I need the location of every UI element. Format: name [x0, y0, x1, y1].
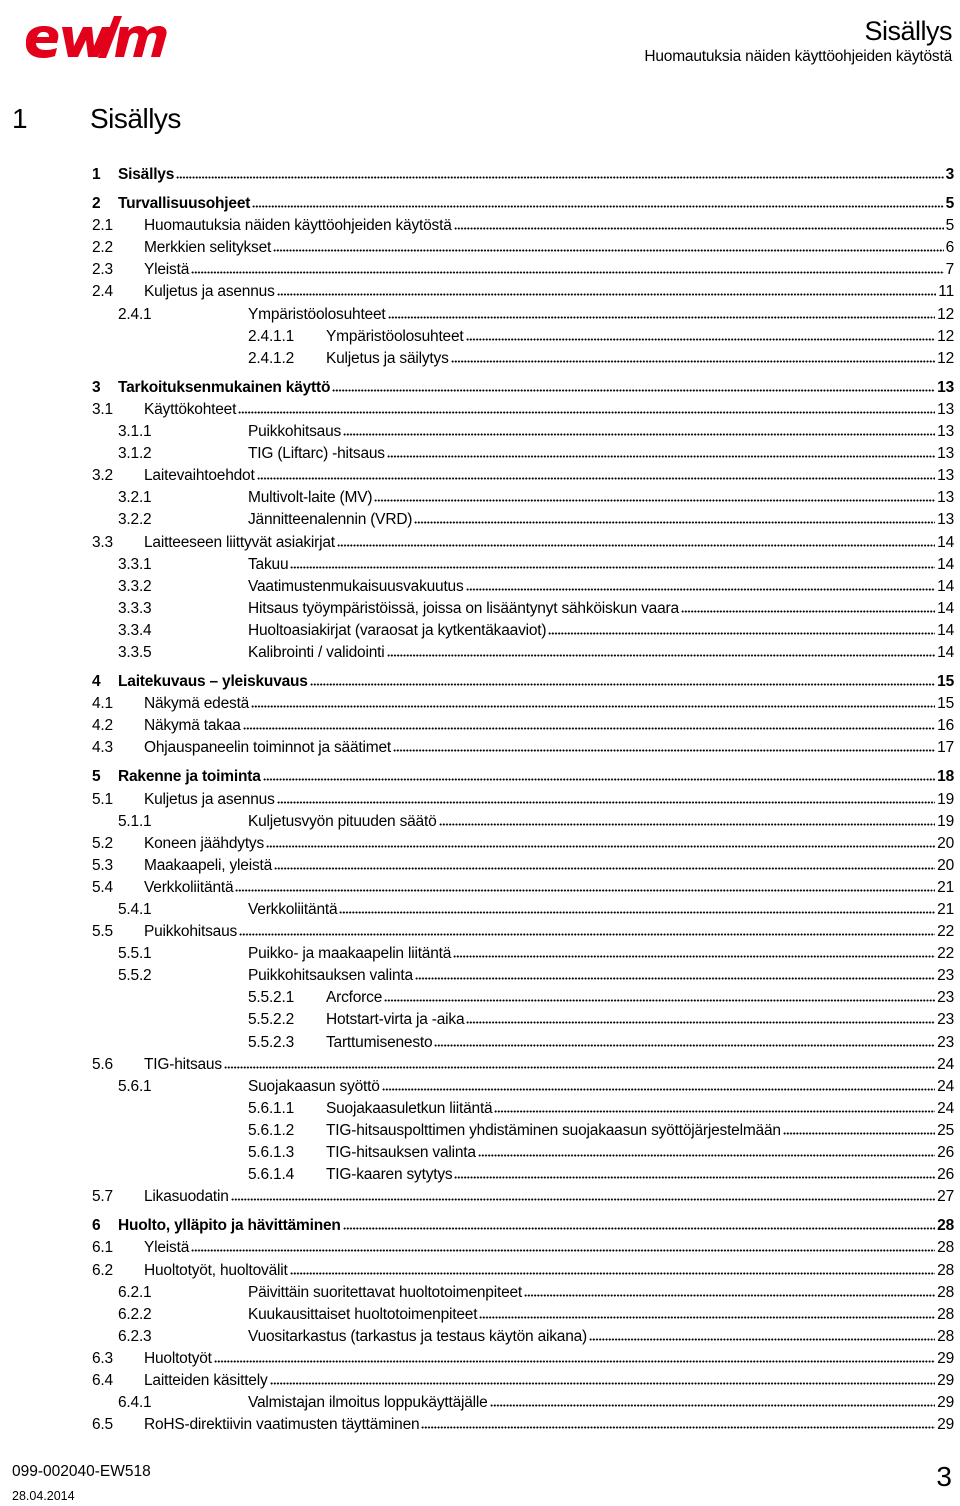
- toc-entry-title: TIG-hitsaus: [144, 1055, 222, 1073]
- toc-entry-number: 5.5: [92, 923, 113, 941]
- toc-entry-page: 13: [937, 445, 954, 463]
- toc-entry-page: 14: [937, 643, 954, 661]
- toc-entry-title: Sisällys: [118, 166, 175, 183]
- table-of-contents: [92, 165, 954, 1437]
- toc-entry-title: TIG (Liftarc) -hitsaus: [248, 445, 385, 463]
- toc-entry-title: Multivolt-laite (MV): [248, 489, 373, 507]
- header-subtitle: Huomautuksia näiden käyttöohjeiden käytöstä: [644, 48, 952, 65]
- toc-entry-number: 5.4.1: [118, 901, 152, 918]
- toc-entry-number: 5.6.1.4: [248, 1166, 295, 1184]
- toc-dot-leader: [490, 1393, 936, 1407]
- toc-entry-page: 29: [937, 1394, 954, 1412]
- toc-entry[interactable]: [92, 165, 954, 187]
- toc-entry[interactable]: [92, 738, 954, 760]
- toc-entry-page: 19: [937, 812, 954, 830]
- toc-entry[interactable]: [92, 1143, 954, 1165]
- toc-entry-title: TIG-hitsauksen valinta: [326, 1144, 476, 1162]
- toc-entry[interactable]: [92, 577, 954, 599]
- toc-entry-page: 12: [937, 349, 954, 367]
- toc-entry-number: 5: [92, 768, 101, 786]
- toc-entry-title: Laitevaihtoehdot: [144, 467, 255, 485]
- toc-entry-page: 20: [937, 834, 954, 852]
- toc-dot-leader: [214, 1349, 935, 1363]
- toc-entry-title: Puikko- ja maakaapelin liitäntä: [248, 945, 452, 963]
- toc-entry[interactable]: [92, 790, 954, 812]
- toc-entry-number: 6.2.2: [118, 1305, 152, 1323]
- toc-entry-number: 5.5.2.1: [248, 989, 295, 1007]
- toc-dot-leader: [176, 165, 943, 179]
- toc-entry-page: 17: [937, 739, 954, 757]
- toc-entry-page: 14: [937, 577, 954, 595]
- toc-entry-number: 6.1: [92, 1239, 113, 1257]
- toc-entry-number: 2.4.1.2: [248, 349, 295, 367]
- footer-page-number: 3: [936, 1461, 952, 1492]
- toc-dot-leader: [235, 878, 935, 892]
- toc-entry-number: 6.2.3: [118, 1327, 152, 1345]
- toc-dot-leader: [290, 555, 935, 569]
- toc-entry-page: 11: [938, 283, 954, 301]
- toc-dot-leader: [548, 621, 935, 635]
- toc-entry-page: 23: [937, 1033, 954, 1051]
- toc-entry-page: 16: [937, 717, 954, 735]
- toc-entry[interactable]: [92, 282, 954, 304]
- toc-entry-number: 5.4: [92, 878, 113, 896]
- toc-dot-leader: [439, 812, 936, 826]
- section-heading: [12, 102, 181, 136]
- toc-entry-page: 7: [945, 261, 954, 279]
- toc-entry-title: Likasuodatin: [144, 1188, 229, 1206]
- toc-entry[interactable]: [92, 878, 954, 900]
- toc-entry-number: 5.5.2.3: [248, 1033, 295, 1051]
- toc-entry-title: Takuu: [248, 555, 289, 573]
- toc-dot-leader: [251, 694, 935, 708]
- toc-entry-number: 5.5.2: [118, 967, 152, 985]
- toc-entry-title: TIG-kaaren sytytys: [326, 1166, 453, 1184]
- toc-entry-number: 3.1.2: [118, 445, 152, 463]
- toc-entry-page: 24: [937, 1077, 954, 1095]
- toc-entry-page: 13: [937, 378, 954, 396]
- toc-entry-number: 4.3: [92, 739, 113, 757]
- toc-entry-title: Maakaapeli, yleistä: [144, 856, 273, 874]
- toc-entry[interactable]: [92, 1077, 954, 1099]
- toc-dot-leader: [239, 922, 935, 936]
- toc-entry[interactable]: [92, 422, 954, 444]
- toc-entry-title: Hotstart-virta ja -aika: [326, 1011, 465, 1029]
- toc-entry-title: Näkymä takaa: [144, 717, 241, 735]
- toc-entry-title: Huomautuksia näiden käyttöohjeiden käytöstä: [144, 217, 452, 235]
- toc-dot-leader: [224, 1055, 935, 1069]
- toc-entry-title: Kuljetus ja säilytys: [326, 349, 449, 367]
- ewm-logo: [22, 12, 168, 60]
- toc-entry-page: 24: [937, 1055, 954, 1073]
- toc-entry[interactable]: [92, 488, 954, 510]
- toc-dot-leader: [387, 444, 935, 458]
- toc-entry[interactable]: [92, 1121, 954, 1143]
- page-header: [644, 16, 952, 67]
- toc-entry[interactable]: [92, 767, 954, 789]
- toc-entry-page: 27: [937, 1188, 954, 1206]
- toc-entry-page: 15: [937, 695, 954, 713]
- toc-entry-page: 19: [937, 790, 954, 808]
- toc-entry-page: 28: [937, 1283, 954, 1301]
- toc-entry-number: 3.2.1: [118, 489, 152, 507]
- toc-entry[interactable]: [92, 1187, 954, 1209]
- toc-dot-leader: [252, 194, 943, 208]
- toc-entry-number: 5.1: [92, 790, 113, 808]
- toc-entry-title: Verkkoliitäntä: [144, 878, 234, 896]
- toc-dot-leader: [454, 216, 944, 230]
- toc-entry-title: Valmistajan ilmoitus loppukäyttäjälle: [248, 1394, 488, 1412]
- toc-entry-title: Käyttökohteet: [144, 400, 237, 418]
- toc-entry-number: 2: [92, 195, 101, 213]
- toc-entry-number: 5.3: [92, 856, 113, 874]
- toc-entry[interactable]: [92, 238, 954, 260]
- toc-entry-page: 12: [937, 305, 954, 323]
- toc-entry[interactable]: [92, 643, 954, 665]
- toc-entry-number: 5.2: [92, 834, 113, 852]
- toc-entry-number: 3: [92, 378, 101, 396]
- footer-left: [12, 1462, 151, 1506]
- toc-entry-title: Kuljetus ja asennus: [144, 283, 275, 301]
- toc-dot-leader: [274, 856, 935, 870]
- toc-dot-leader: [454, 1165, 935, 1179]
- toc-entry-number: 2.3: [92, 261, 113, 279]
- toc-entry-title: Huoltoasiakirjat (varaosat ja kytkentäkaaviot): [248, 621, 547, 639]
- toc-entry[interactable]: [92, 1010, 954, 1032]
- toc-entry-title: Kuljetusvyön pituuden säätö: [248, 812, 437, 830]
- toc-dot-leader: [466, 577, 936, 591]
- toc-entry[interactable]: [92, 1099, 954, 1121]
- toc-entry[interactable]: [92, 1261, 954, 1283]
- toc-entry-number: 3.3.3: [118, 599, 152, 617]
- toc-entry-page: 5: [945, 195, 954, 213]
- toc-entry-page: 22: [937, 923, 954, 941]
- toc-dot-leader: [466, 1010, 935, 1024]
- toc-dot-leader: [339, 900, 935, 914]
- toc-entry-title: Yleistä: [144, 261, 190, 279]
- toc-dot-leader: [238, 400, 935, 414]
- toc-entry[interactable]: [92, 216, 954, 238]
- toc-dot-leader: [524, 1283, 935, 1297]
- toc-dot-leader: [266, 834, 935, 848]
- toc-dot-leader: [277, 282, 937, 296]
- toc-entry[interactable]: [92, 1393, 954, 1415]
- toc-dot-leader: [387, 643, 936, 657]
- toc-dot-leader: [374, 488, 935, 502]
- toc-entry-title: Laitteeseen liittyvät asiakirjat: [144, 533, 335, 551]
- toc-entry-page: 23: [937, 989, 954, 1007]
- toc-entry-title: TIG-hitsauspolttimen yhdistäminen suojakaasun syöttöjärjestelmään: [326, 1121, 781, 1139]
- toc-dot-leader: [273, 238, 943, 252]
- toc-entry-number: 5.6: [92, 1055, 113, 1073]
- toc-entry-number: 3.1.1: [118, 423, 152, 441]
- toc-entry[interactable]: [92, 834, 954, 856]
- toc-dot-leader: [466, 327, 936, 341]
- toc-entry-title: Verkkoliitäntä: [248, 901, 338, 918]
- toc-entry-number: 5.6.1: [118, 1077, 152, 1095]
- toc-entry-title: Suojakaasun syöttö: [248, 1077, 380, 1095]
- toc-entry-number: 2.1: [92, 217, 113, 235]
- toc-entry-page: 6: [945, 239, 954, 257]
- toc-entry-number: 3.2.2: [118, 511, 152, 529]
- toc-dot-leader: [191, 260, 943, 274]
- toc-entry[interactable]: [92, 1415, 954, 1437]
- toc-entry[interactable]: [92, 621, 954, 643]
- footer-doc-number: 099-002040-EW518: [12, 1463, 151, 1480]
- toc-entry[interactable]: [92, 599, 954, 621]
- toc-dot-leader: [270, 1371, 936, 1385]
- toc-entry-page: 28: [937, 1217, 954, 1235]
- footer-date: 28.04.2014: [12, 1489, 75, 1503]
- toc-entry-page: 13: [937, 489, 954, 507]
- toc-entry-page: 28: [937, 1261, 954, 1279]
- toc-entry-title: Kuukausittaiset huoltotoimenpiteet: [248, 1305, 478, 1323]
- toc-entry-title: Laitekuvaus – yleiskuvaus: [118, 673, 308, 691]
- toc-dot-leader: [415, 966, 935, 980]
- toc-entry-page: 28: [937, 1327, 954, 1345]
- toc-entry-number: 6.5: [92, 1416, 113, 1434]
- toc-entry-page: 25: [937, 1121, 954, 1139]
- toc-entry[interactable]: [92, 694, 954, 716]
- toc-entry[interactable]: [92, 1349, 954, 1371]
- toc-dot-leader: [382, 1077, 935, 1091]
- toc-entry-title: Ohjauspaneelin toiminnot ja säätimet: [144, 739, 391, 757]
- toc-dot-leader: [681, 599, 935, 613]
- toc-dot-leader: [453, 944, 935, 958]
- toc-entry-number: 3.3.5: [118, 643, 152, 661]
- toc-entry-page: 14: [937, 533, 954, 551]
- toc-entry[interactable]: [92, 1165, 954, 1187]
- toc-entry-number: 6: [92, 1217, 101, 1235]
- toc-dot-leader: [384, 988, 935, 1002]
- toc-dot-leader: [191, 1238, 935, 1252]
- toc-entry[interactable]: [92, 988, 954, 1010]
- toc-entry-title: Ympäristöolosuhteet: [326, 327, 464, 345]
- toc-entry-title: Arcforce: [326, 989, 383, 1007]
- toc-entry-page: 23: [937, 1011, 954, 1029]
- logo-text: [168, 12, 169, 13]
- toc-entry[interactable]: [92, 812, 954, 834]
- toc-dot-leader: [231, 1187, 936, 1201]
- toc-entry[interactable]: [92, 260, 954, 282]
- toc-entry-number: 3.3.4: [118, 621, 152, 639]
- toc-dot-leader: [494, 1099, 935, 1113]
- toc-entry-page: 14: [937, 555, 954, 573]
- toc-dot-leader: [783, 1121, 935, 1135]
- toc-entry[interactable]: [92, 305, 954, 327]
- toc-dot-leader: [277, 790, 936, 804]
- section-title: Sisällys: [90, 103, 181, 134]
- toc-entry-page: 21: [937, 878, 954, 896]
- toc-dot-leader: [243, 716, 935, 730]
- toc-entry-title: Tarkoituksenmukainen käyttö: [118, 378, 331, 396]
- toc-dot-leader: [290, 1261, 936, 1275]
- toc-entry[interactable]: [92, 1238, 954, 1260]
- toc-entry-page: 12: [937, 327, 954, 345]
- toc-entry[interactable]: [92, 1327, 954, 1349]
- toc-entry[interactable]: [92, 466, 954, 488]
- toc-entry-title: Näkymä edestä: [144, 695, 250, 713]
- toc-dot-leader: [388, 305, 936, 319]
- toc-entry[interactable]: [92, 378, 954, 400]
- toc-entry-page: 29: [937, 1416, 954, 1434]
- toc-entry-page: 23: [937, 967, 954, 985]
- section-number: 1: [12, 103, 28, 134]
- toc-dot-leader: [343, 1216, 935, 1230]
- toc-entry[interactable]: [92, 555, 954, 577]
- toc-dot-leader: [414, 510, 935, 524]
- ewm-logo-graphic: [22, 12, 168, 60]
- toc-entry-number: 4: [92, 673, 101, 691]
- toc-entry-page: 14: [937, 621, 954, 639]
- toc-entry[interactable]: [92, 856, 954, 878]
- toc-entry-page: 15: [937, 673, 954, 691]
- toc-entry-number: 2.2: [92, 239, 113, 257]
- toc-entry-title: Turvallisuusohjeet: [118, 195, 251, 213]
- toc-entry[interactable]: [92, 922, 954, 944]
- toc-entry-page: 13: [937, 423, 954, 441]
- toc-entry-title: RoHS-direktiivin vaatimusten täyttäminen: [144, 1416, 420, 1434]
- toc-entry-title: Yleistä: [144, 1239, 190, 1257]
- toc-entry-title: Kuljetus ja asennus: [144, 790, 275, 808]
- toc-entry[interactable]: [92, 533, 954, 555]
- toc-entry-page: 13: [937, 467, 954, 485]
- toc-entry-number: 3.3.1: [118, 555, 152, 573]
- toc-dot-leader: [343, 422, 935, 436]
- toc-entry-page: 20: [937, 856, 954, 874]
- toc-entry-page: 26: [937, 1166, 954, 1184]
- toc-entry-page: 14: [937, 599, 954, 617]
- toc-dot-leader: [332, 378, 935, 392]
- toc-entry[interactable]: [92, 1371, 954, 1393]
- toc-entry-title: Huoltotyöt, huoltovälit: [144, 1261, 288, 1279]
- toc-entry[interactable]: [92, 444, 954, 466]
- toc-dot-leader: [589, 1327, 935, 1341]
- toc-entry-number: 6.4.1: [118, 1394, 152, 1412]
- toc-entry-title: Vaatimustenmukaisuusvakuutus: [248, 577, 464, 595]
- toc-entry-title: Vuositarkastus (tarkastus ja testaus käytön aikana): [248, 1327, 588, 1345]
- toc-entry-page: 21: [937, 901, 954, 918]
- toc-entry-number: 3.2: [92, 467, 113, 485]
- toc-entry-title: Hitsaus työympäristöissä, joissa on lisääntynyt sähköiskun vaara: [248, 599, 679, 617]
- toc-entry-title: Huoltotyöt: [144, 1349, 212, 1367]
- toc-entry-page: 24: [937, 1099, 954, 1117]
- toc-dot-leader: [257, 466, 936, 480]
- toc-entry-page: 5: [945, 217, 954, 235]
- toc-entry[interactable]: [92, 510, 954, 532]
- toc-entry[interactable]: [92, 1305, 954, 1327]
- toc-entry[interactable]: [92, 716, 954, 738]
- toc-entry[interactable]: [92, 966, 954, 988]
- toc-entry-title: Huolto, ylläpito ja hävittäminen: [118, 1217, 341, 1235]
- toc-entry-number: 6.4: [92, 1371, 113, 1389]
- toc-entry-number: 5.6.1.2: [248, 1121, 295, 1139]
- toc-entry-title: Jännitteenalennin (VRD): [248, 511, 413, 529]
- toc-entry-number: 5.6.1.1: [248, 1099, 295, 1117]
- toc-entry[interactable]: [92, 944, 954, 966]
- toc-entry-number: 5.6.1.3: [248, 1144, 295, 1162]
- toc-dot-leader: [263, 767, 936, 781]
- toc-entry-page: 13: [937, 400, 954, 418]
- toc-entry-number: 6.3: [92, 1349, 113, 1367]
- toc-entry-title: Laitteiden käsittely: [144, 1371, 268, 1389]
- toc-entry[interactable]: [92, 672, 954, 694]
- toc-entry-number: 3.3.2: [118, 577, 152, 595]
- toc-entry-number: 4.2: [92, 717, 113, 735]
- toc-entry-number: 5.7: [92, 1188, 113, 1206]
- toc-entry-number: 5.5.2.2: [248, 1011, 295, 1029]
- header-title: Sisällys: [864, 16, 952, 46]
- toc-dot-leader: [434, 1033, 935, 1047]
- toc-dot-leader: [479, 1305, 935, 1319]
- toc-entry-number: 5.1.1: [118, 812, 152, 830]
- toc-entry-number: 2.4.1: [118, 305, 152, 323]
- toc-entry-title: Suojakaasuletkun liitäntä: [326, 1099, 493, 1117]
- toc-entry-title: Ympäristöolosuhteet: [248, 305, 386, 323]
- toc-dot-leader: [337, 533, 935, 547]
- toc-dot-leader: [421, 1415, 935, 1429]
- toc-entry-title: Rakenne ja toiminta: [118, 768, 261, 786]
- toc-entry[interactable]: [92, 900, 954, 922]
- toc-entry-number: 6.2.1: [118, 1283, 152, 1301]
- toc-entry[interactable]: [92, 1055, 954, 1077]
- toc-entry-page: 29: [937, 1371, 954, 1389]
- toc-entry[interactable]: [92, 1283, 954, 1305]
- toc-entry-page: 28: [937, 1305, 954, 1323]
- toc-entry-title: Koneen jäähdytys: [144, 834, 265, 852]
- toc-entry-page: 13: [937, 511, 954, 529]
- toc-entry-page: 3: [945, 166, 954, 183]
- toc-entry-number: 2.4: [92, 283, 113, 301]
- toc-entry-number: 4.1: [92, 695, 113, 713]
- toc-entry-title: Päivittäin suoritettavat huoltotoimenpiteet: [248, 1283, 523, 1301]
- toc-dot-leader: [478, 1143, 935, 1157]
- toc-entry-number: 2.4.1.1: [248, 327, 295, 345]
- toc-dot-leader: [451, 349, 936, 363]
- toc-entry-number: 3.1: [92, 400, 113, 418]
- toc-entry[interactable]: [92, 327, 954, 349]
- toc-entry-page: 29: [937, 1349, 954, 1367]
- toc-entry-number: 1: [92, 166, 101, 183]
- toc-entry-number: 6.2: [92, 1261, 113, 1279]
- toc-entry-number: 5.5.1: [118, 945, 152, 963]
- toc-entry[interactable]: [92, 1216, 954, 1238]
- toc-entry-title: Puikkohitsauksen valinta: [248, 967, 413, 985]
- toc-entry-title: Merkkien selitykset: [144, 239, 272, 257]
- toc-entry-page: 18: [937, 768, 954, 786]
- toc-entry-page: 28: [937, 1239, 954, 1257]
- toc-dot-leader: [393, 738, 935, 752]
- toc-entry-number: 3.3: [92, 533, 113, 551]
- toc-entry[interactable]: [92, 400, 954, 422]
- toc-entry[interactable]: [92, 1033, 954, 1055]
- toc-entry-page: 22: [937, 945, 954, 963]
- toc-entry-title: Puikkohitsaus: [248, 423, 342, 441]
- toc-entry-title: Puikkohitsaus: [144, 923, 238, 941]
- toc-dot-leader: [310, 672, 935, 686]
- toc-entry-page: 26: [937, 1144, 954, 1162]
- toc-entry-title: Kalibrointi / validointi: [248, 643, 385, 661]
- toc-entry[interactable]: [92, 194, 954, 216]
- toc-entry[interactable]: [92, 349, 954, 371]
- toc-entry-title: Tarttumisenesto: [326, 1033, 433, 1051]
